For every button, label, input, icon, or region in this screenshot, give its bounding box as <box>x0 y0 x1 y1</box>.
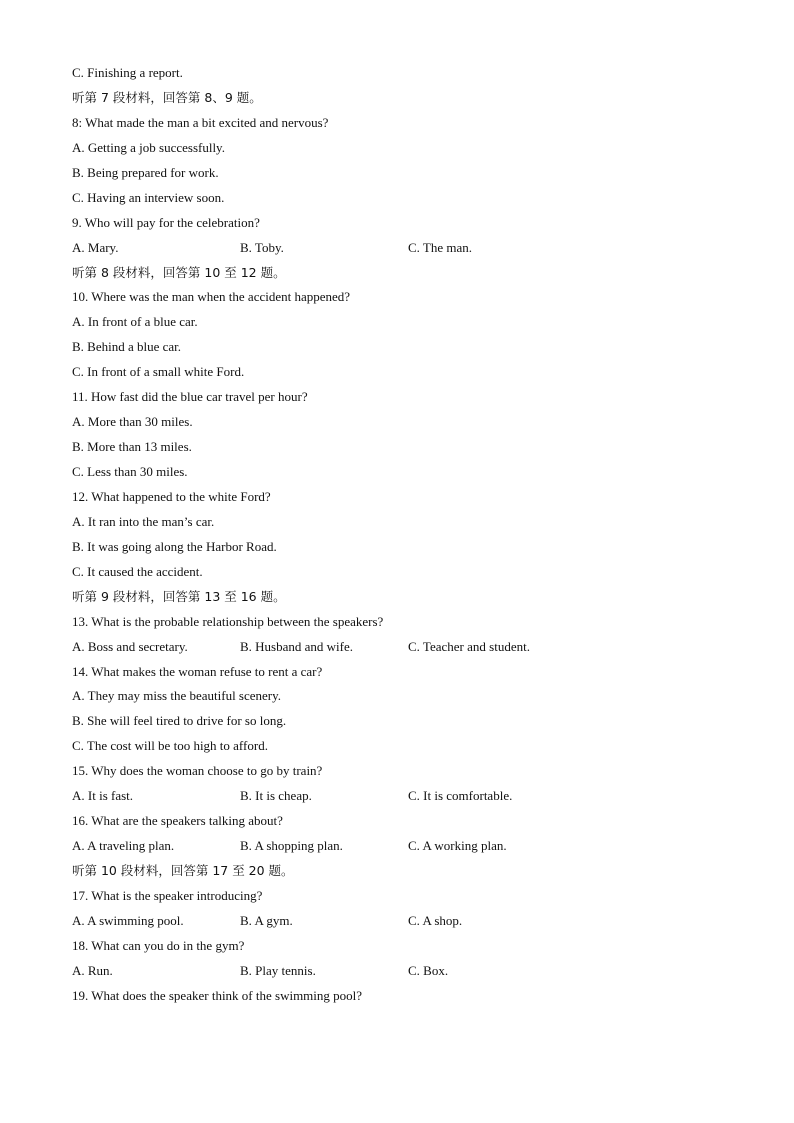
text-line: B. More than 13 miles. <box>72 439 192 455</box>
text-line: C. Finishing a report. <box>72 65 183 80</box>
option-a: A. A swimming pool. <box>72 912 184 928</box>
text-line: A. Getting a job successfully. <box>72 139 225 155</box>
option-a: A. Mary. <box>72 239 119 255</box>
text-line: B. She will feel tired to drive for so long. <box>72 713 287 729</box>
text-line: A. In front of a blue car. <box>72 314 198 330</box>
section-heading: 听第 8 段材料，回答第 10 至 12 题。 <box>72 264 286 280</box>
option-b: B. Play tennis. <box>240 962 316 978</box>
option-c: C. It is comfortable. <box>408 788 513 804</box>
text-line: 16. What are the speakers talking about? <box>72 813 283 829</box>
text-line: C. In front of a small white Ford. <box>72 364 245 380</box>
option-b: B. A gym. <box>240 912 293 928</box>
text-line: B. Being prepared for work. <box>72 164 219 180</box>
text-line: 15. Why does the woman choose to go by train? <box>72 763 323 779</box>
text-line: 12. What happened to the white Ford? <box>72 488 271 504</box>
text-line: A. It ran into the man’s car. <box>72 513 215 529</box>
option-row <box>72 834 752 859</box>
text-line: 10. Where was the man when the accident happened? <box>72 289 351 305</box>
option-c: C. A working plan. <box>408 838 507 854</box>
option-row <box>72 635 752 660</box>
text-line: A. They may miss the beautiful scenery. <box>72 688 282 704</box>
option-b: B. Husband and wife. <box>240 638 354 654</box>
option-c: C. The man. <box>408 239 473 255</box>
section-heading: 听第 7 段材料，回答第 8、9 题。 <box>72 89 262 105</box>
text-line: 14. What makes the woman refuse to rent a car? <box>72 663 323 679</box>
text-line: A. More than 30 miles. <box>72 414 193 430</box>
section-heading: 听第 9 段材料，回答第 13 至 16 题。 <box>72 588 286 604</box>
text-line: 9. Who will pay for the celebration? <box>72 214 260 230</box>
option-a: A. A traveling plan. <box>72 838 175 854</box>
option-row <box>72 784 752 809</box>
text-line: 19. What does the speaker think of the swimming pool? <box>72 987 363 1003</box>
text-line: B. It was going along the Harbor Road. <box>72 538 277 554</box>
text-line: C. Having an interview soon. <box>72 189 225 205</box>
option-row <box>72 909 752 934</box>
option-a: A. Run. <box>72 962 113 978</box>
text-line: C. The cost will be too high to afford. <box>72 738 268 754</box>
option-a: A. It is fast. <box>72 788 134 804</box>
option-c: C. Box. <box>408 962 449 978</box>
option-a: A. Boss and secretary. <box>72 638 188 654</box>
text-line: 17. What is the speaker introducing? <box>72 887 263 903</box>
text-line: B. Behind a blue car. <box>72 339 182 355</box>
text-line: 8: What made the man a bit excited and nervous? <box>72 114 329 130</box>
section-heading: 听第 10 段材料，回答第 17 至 20 题。 <box>72 863 294 878</box>
option-row <box>72 959 752 984</box>
option-b: B. Toby. <box>240 239 284 255</box>
text-line: 13. What is the probable relationship between the speakers? <box>72 613 384 629</box>
text-line: 11. How fast did the blue car travel per hour? <box>72 389 308 405</box>
text-line: C. It caused the accident. <box>72 563 203 579</box>
text-line: 18. What can you do in the gym? <box>72 937 245 953</box>
option-c: C. Teacher and student. <box>408 638 530 654</box>
text-line: C. Less than 30 miles. <box>72 464 188 479</box>
exam-page <box>72 61 752 1009</box>
option-row <box>72 236 752 261</box>
option-b: B. A shopping plan. <box>240 838 343 854</box>
option-c: C. A shop. <box>408 912 463 928</box>
option-b: B. It is cheap. <box>240 788 312 804</box>
